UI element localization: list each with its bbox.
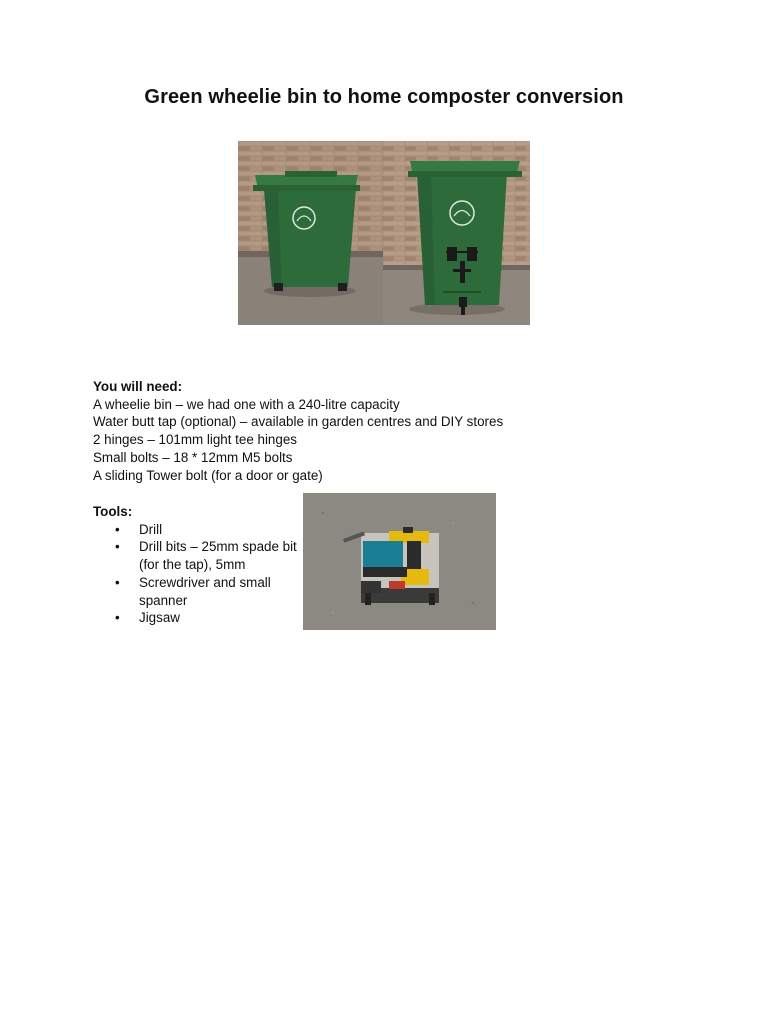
bin-photos [238,141,530,325]
tool-item [93,574,298,609]
requirements-heading: You will need: [93,379,183,394]
tool-item-label: Jigsaw [139,610,180,626]
tool-item-label: Drill [139,521,163,537]
requirement-item: Water butt tap (optional) – available in garden centres and DIY stores [93,414,504,430]
bullet-icon: • [115,521,120,537]
tool-item [93,609,298,627]
page-title: Green wheelie bin to home composter conversion [144,86,624,108]
tool-item-label: Drill bits – 25mm spade bit (for the tap), 5mm [139,539,297,573]
tools-section [93,503,298,627]
requirement-item: 2 hinges – 101mm light tee hinges [93,432,297,448]
tools-photo [303,493,496,630]
requirement-item: Small bolts – 18 * 12mm M5 bolts [93,449,293,465]
tool-item-label: Screwdriver and small spanner [139,574,271,608]
tools-heading: Tools: [93,504,133,519]
bin-converted-photo [383,141,530,325]
tool-item [93,521,298,539]
tools-list [93,521,298,627]
requirement-item: A wheelie bin – we had one with a 240-litre capacity [93,396,400,412]
tool-item [93,538,298,573]
requirements-section [93,378,503,484]
bullet-icon: • [115,574,120,590]
requirement-item: A sliding Tower bolt (for a door or gate) [93,467,323,483]
bullet-icon: • [115,539,120,555]
bullet-icon: • [115,610,120,626]
bin-closed-photo [238,141,383,325]
